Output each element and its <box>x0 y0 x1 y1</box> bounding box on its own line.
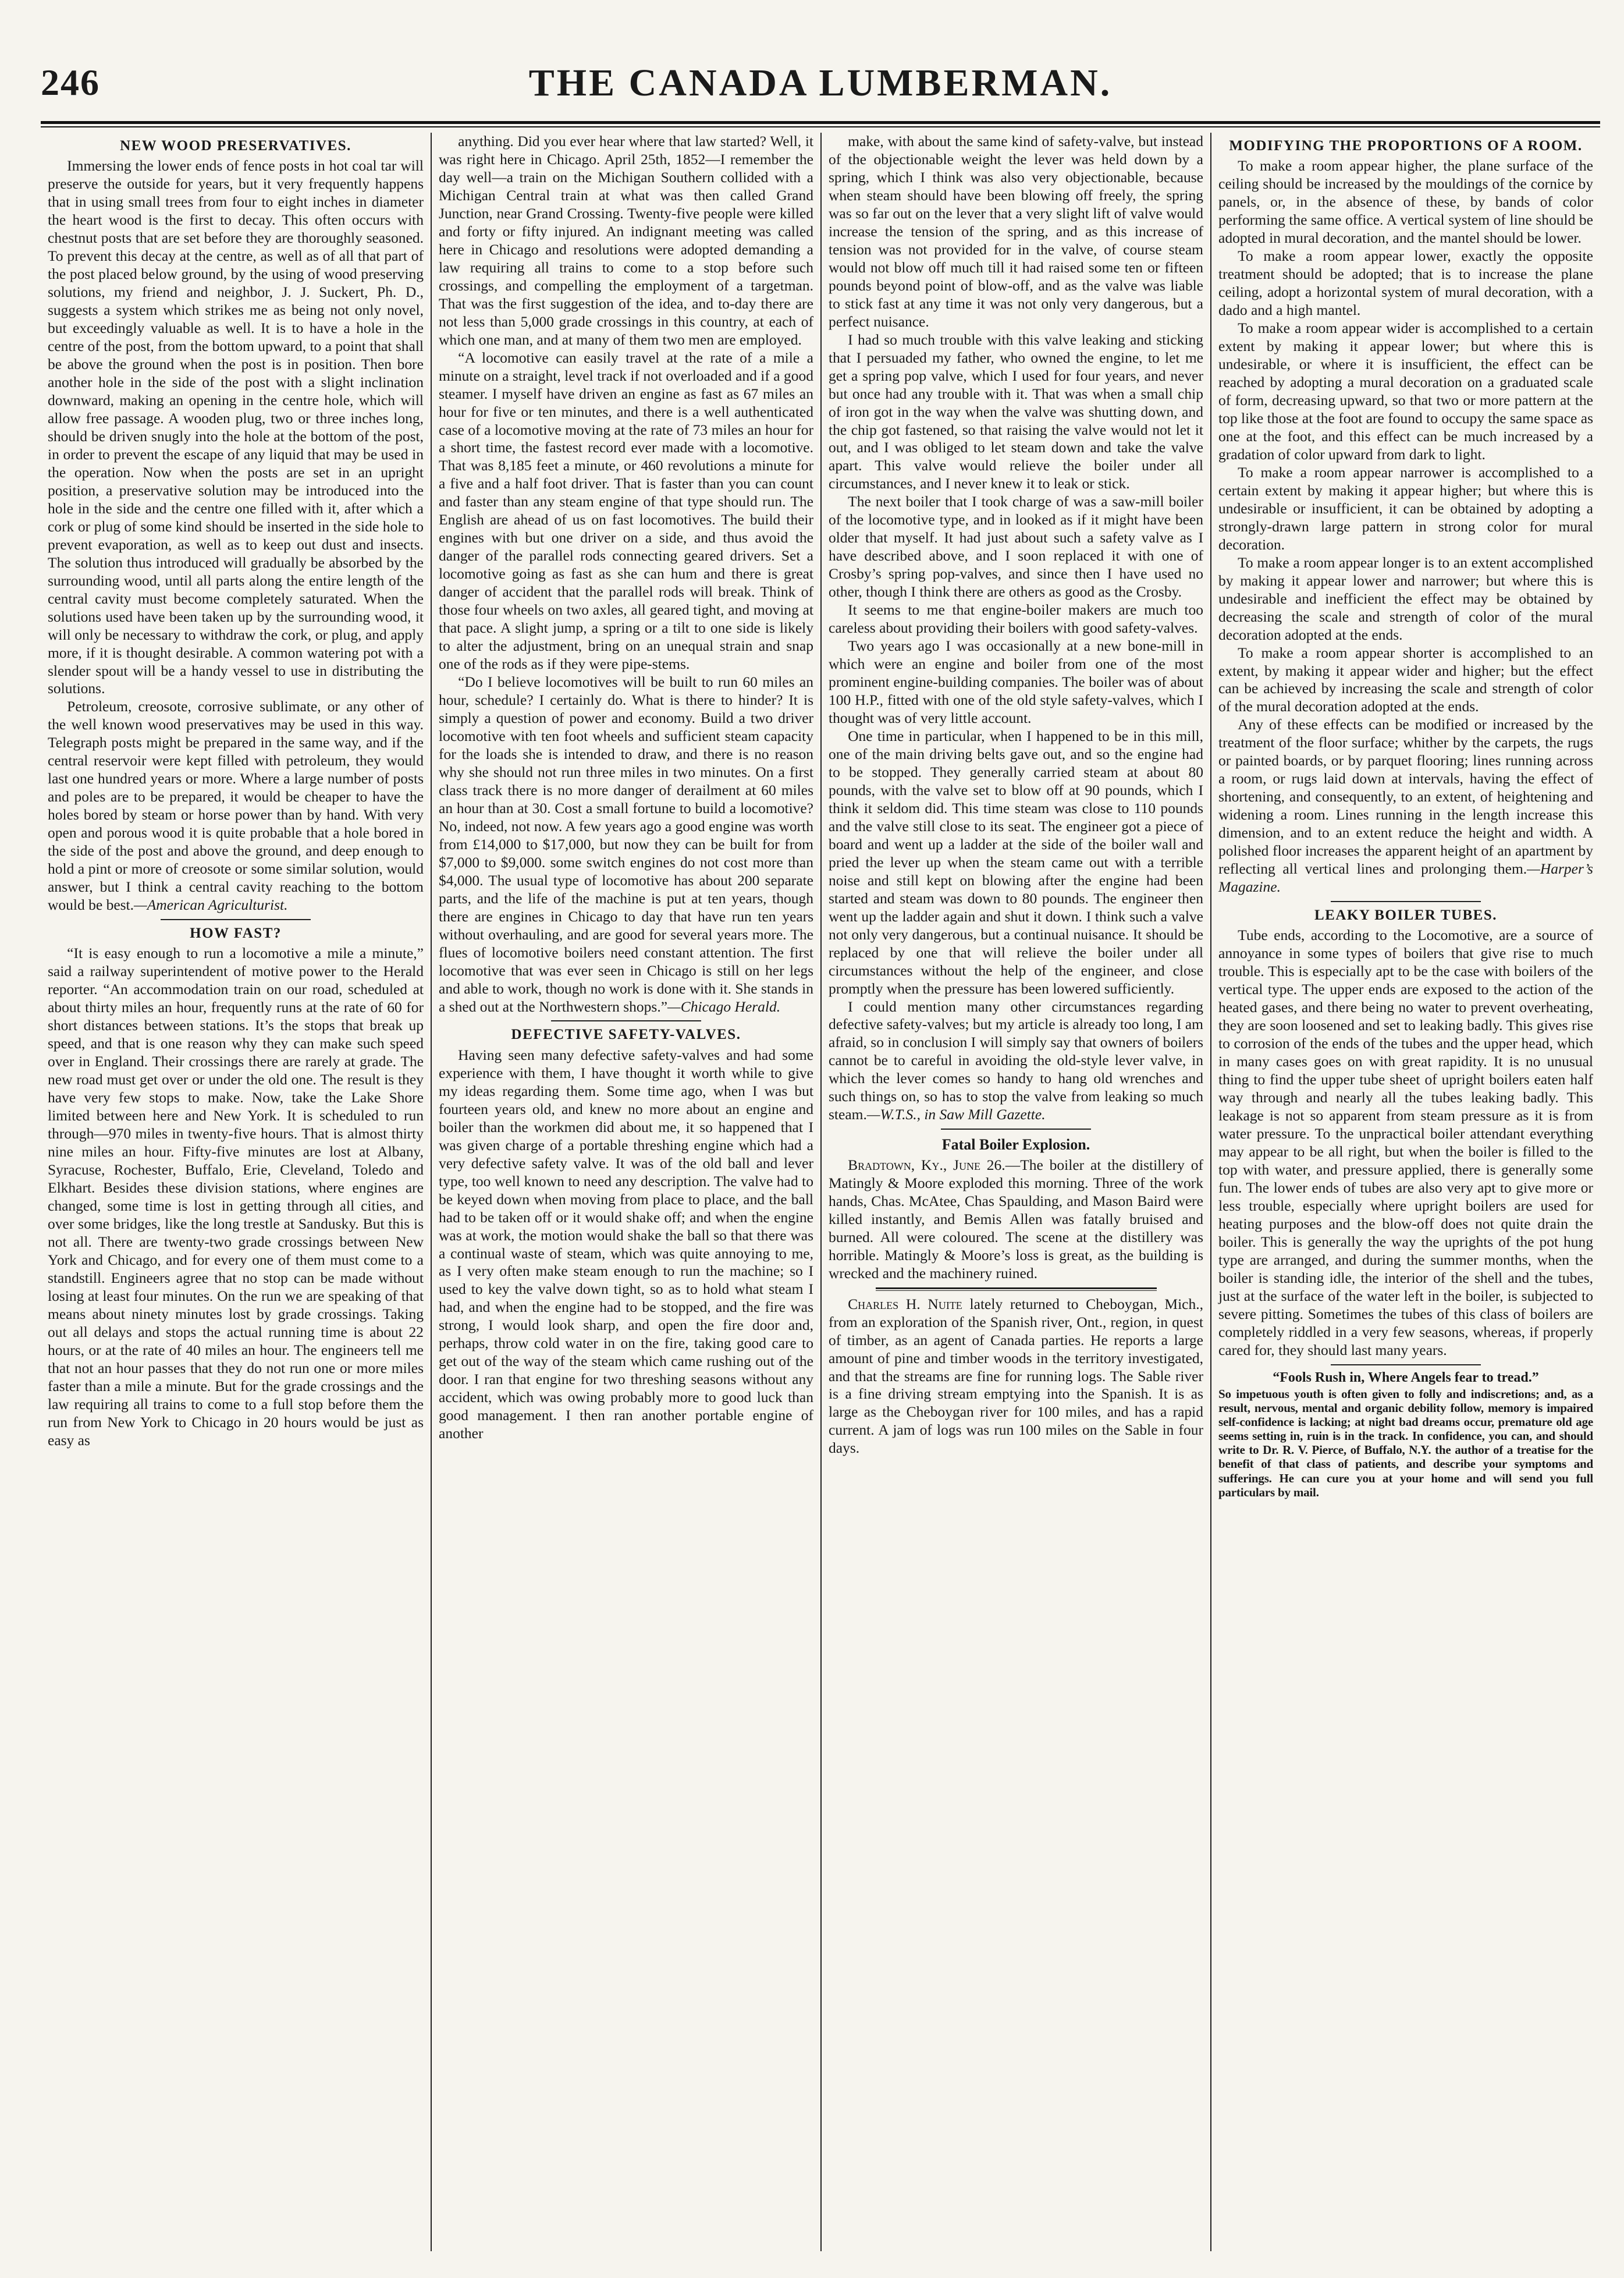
paragraph-text: lately returned to Cheboygan, Mich., from an exploration of the Spanish river, Ont., region, in quest of timber, as an agent of Canada parties. He reports a large amount of pine and timber woods in the territory investigated, and that the streams are fine for running logs. The Sable river is a fine driving stream emptying into the Spanish. It is as large as the Cheboygan river for 100 miles, and has a rapid current. A jam of logs was run 100 miles on the Sable in four days. <box>829 1295 1203 1457</box>
paragraph: “It is easy enough to run a locomotive a mile a minute,” said a railway superintendent of motive power to the Herald reporter. “An accommodation train on our road, scheduled at about thirty miles an hour, frequently runs at the rate of 60 for short distances between stations. It’s the stops that break up speed, and that is one reason why they can make such speed over in England. Their crossings there are rarely at grade. The new road must get over or under the old one. The result is they have very few stops to make. Now, take the Lake Shore limited between here and New York. It is scheduled to run through—970 miles in twenty-five hours. That is almost thirty nine miles an hour. Fifty-five minutes are lost at Albany, Syracuse, Rochester, Buffalo, Erie, Cleveland, Toledo and Elkhart. Besides these division stations, where engines are changed, some time is lost in getting through all cities, and over some bridges, like the long trestle at Sandusky. But this is not all. There are twenty-two grade crossings between New York and Chicago, and for every one of them must come to a standstill. Engineers agree that no stop can be made without losing at least four minutes. On the run we are speaking of that means about ninety minutes lost by grade crossings. Taking out all delays and stops the actual running time is about 22 hours, or at the rate of 40 miles an hour. The engineers tell me that not an hour passes that they do not run one or more miles faster than a mile a minute. But for the grade crossings and the law requiring all trains to come to a full stop before them the run from New York to Chicago in 20 hours would be just as easy as <box>48 945 424 1449</box>
dateline: Bradtown, Ky., June 26. <box>848 1156 1005 1173</box>
column-4 <box>1210 133 1600 2251</box>
paragraph: The next boiler that I took charge of was a saw-mill boiler of the locomotive type, and in looked as if it might have been older that myself. It had just about such a safety valve as I have described above, and I soon replaced it with one of Crosby’s spring pop-valves, and since then I have used no other, though I think there are others as good as the Crosby. <box>829 493 1203 601</box>
article-heading-boiler-explosion: Fatal Boiler Explosion. <box>941 1136 1090 1154</box>
paragraph: Tube ends, according to the Locomotive, are a source of annoyance in some types of boilers that give rise to much trouble. This is especially apt to be the case with boilers of the vertical type. The upper ends are exposed to the action of the heated gases, and there being no water to prevent overheating, they are soon loosened and set to leaking badly. This gives rise to corrosion of the ends of the tubes and the upper head, which in many cases goes on with great rapidity. It is no unusual thing to find the upper tube sheet of upright boilers eaten half way through and nearly all the tubes leaking badly. This leakage is not so apparent from steam pressure as it is from water pressure. To the unpractical boiler attendant everything may appear to be all right, but when the boiler is filled to the top with water, and pressure applied, there is generally some fun. The lower ends of tubes are also very apt to give more or less trouble, especially where upright boilers are used for heating purposes and the blow-off does not quite drain the boiler. This is generally the way the uprights of the pot hung type are arranged, and during the summer months, when the boiler is standing idle, the interior of the shell and the tubes, just at the surface of the water left in the boiler, is subjected to severe pitting. Sometimes the tubes of this class of boilers are completely riddled in a very few seasons, whereas, if properly cared for, they should last many years. <box>1218 927 1593 1358</box>
divider <box>161 919 311 920</box>
paragraph: To make a room appear wider is accomplished to a certain extent by making it appear lower; but where this is undesirable, or where it is insufficient, the effect can be reached by adopting a mural decoration on a graduated scale of form, decreasing upward, so that two or more pattern at the top like those at the foot are found to occupy the same space as one at the foot, and this effect can be much increased by a gradation of color upward from dark to light. <box>1218 320 1593 463</box>
divider <box>551 1020 701 1021</box>
article-heading-room-proportions: MODIFYING THE PROPORTIONS OF A ROOM. <box>1229 138 1583 154</box>
article-heading-how-fast: HOW FAST? <box>190 925 282 942</box>
source-credit: —Harper’s Magazine. <box>1218 860 1593 896</box>
masthead-rule <box>41 121 1600 127</box>
advertisement-title: “Fools Rush in, Where Angels fear to tread.” <box>1273 1369 1539 1385</box>
paragraph-text: —The boiler at the distillery of Matingly & Moore exploded this morning. Three of the work hands, Chas. McAtee, Chas Spaulding, and Mason Baird were killed instantly, and Bemis Allen was fatally bruised and burned. All were coloured. The scene at the distillery was horrible. Matingly & Moore’s loss is great, as the building is wrecked and the machinery ruined. <box>829 1156 1203 1282</box>
article-heading-wood-preservatives: NEW WOOD PRESERVATIVES. <box>120 138 351 154</box>
double-divider <box>876 1287 1157 1291</box>
article-columns <box>41 133 1600 2251</box>
article-heading-leaky-tubes: LEAKY BOILER TUBES. <box>1314 907 1497 924</box>
column-3 <box>820 133 1210 2251</box>
paragraph <box>829 998 1203 1124</box>
column-2 <box>431 133 820 2251</box>
paragraph <box>829 1296 1203 1458</box>
masthead <box>41 61 1600 116</box>
paragraph-text: Any of these effects can be modified or increased by the treatment of the floor surface; whither by the carpets, the rugs or painted boards, or by parquet flooring; lines running across a room, or rugs laid down at intervals, having the effect of shortening, and consequently, to an extent, of heightening and widening a room. Lines running in the length increase this dimension, and to an extent reduce the height and width. A polished floor increases the apparent height of an apartment by reflecting all vertical lines and prolonging them. <box>1218 716 1593 878</box>
paragraph: To make a room appear lower, exactly the opposite treatment should be adopted; that is to increase the plane ceiling, adopt a horizontal system of mural decoration, with a dado and a high mantel. <box>1218 247 1593 319</box>
paragraph <box>829 1156 1203 1283</box>
paragraph <box>439 673 813 1016</box>
person-name: Charles H. Nuite <box>848 1295 962 1312</box>
source-credit: —W.T.S., in Saw Mill Gazette. <box>866 1106 1046 1123</box>
paragraph: To make a room appear longer is to an extent accomplished by making it appear lower and narrower; but where this is undesirable and inefficient the effect may be obtained by decreasing the scale and strength of color of the mural decoration adopted at the ends. <box>1218 553 1593 643</box>
paragraph: Two years ago I was occasionally at a new bone-mill in which were an engine and boiler from one of the most prominent engine-building companies. The boiler was of about 100 H.P., fitted with one of the old style safety-valves, which I thought was of very little account. <box>829 637 1203 726</box>
paragraph <box>48 698 424 914</box>
divider <box>941 1129 1091 1130</box>
divider <box>1331 1364 1481 1365</box>
paragraph: I had so much trouble with this valve leaking and sticking that I persuaded my father, who owned the engine, to let me get a spring pop valve, which I used for four years, and never but once had any trouble with it. That was when a small chip of iron got in the way when the valve was shutting down, and the chip got fastened, so that raising the valve would not let it out, and I was obliged to let steam down and take the valve apart. This valve would relieve the boiler under all circumstances, and I never knew it to leak or stick. <box>829 331 1203 492</box>
divider <box>1331 901 1481 902</box>
paragraph: “A locomotive can easily travel at the rate of a mile a minute on a straight, level track if not overloaded and if a good steamer. I myself have driven an engine as fast as 67 miles an hour for five or ten minutes, and there is a well authenticated case of a locomotive moving at the rate of 73 miles an hour for a short time, the fastest record ever made with a locomotive. That was 8,185 feet a minute, or 460 revolutions a minute for a five and a half foot driver. That is faster than you can count and faster than any steam engine of that type should run. The English are ahead of us on fast locomotives. The build their engines with but one driver on a side, and thus avoid the danger of the parallel rods connecting geared drivers. Set a locomotive going as fast as she can hum and there is great danger of accident that the parallel rods will break. Think of those four wheels on two axles, all geared tight, and moving at that pace. A slight jump, a spring or a tilt to one side is likely to alter the adjustment, bring on an unequal strain and snap one of the rods as if they were pipe-stems. <box>439 349 813 673</box>
paragraph: anything. Did you ever hear where that law started? Well, it was right here in Chicago. April 25th, 1852—I remember the day well—a train on the Michigan Southern collided with a Michigan Central train at what was then called Grand Junction, near Grand Crossing. Twenty-five people were killed and forty or fifty injured. An indignant meeting was called here in Chicago and resolutions were adopted demanding a law requiring all trains to come to a stop before such crossings, and compelling the employment of a targetman. That was the first suggestion of the idea, and to-day there are not less than 5,000 grade crossings in this country, at each of which one man, and at many of them two men are employed. <box>439 133 813 348</box>
paragraph: One time in particular, when I happened to be in this mill, one of the main driving belts gave out, and so the engine had to be stopped. They generally carried steam at about 80 pounds, with the valve set to blow off at 90 pounds, which I think it seldom did. This time steam was close to 110 pounds and the valve still close to its seat. The engineer got a piece of board and went up a ladder at the side of the boiler wall and pried the lever up when the steam came out with a terrible noise and still kept on blowing after the engine had been started and steam was down to 80 pounds. The engineer then went up the ladder again and shut it down. I think such a valve not only very dangerous, but a continual nuisance. It should be replaced by one that will relieve the boiler under all circumstances without the help of the engineer, and close promptly when the pressure has been lowered sufficiently. <box>829 727 1203 997</box>
article-heading-safety-valves: DEFECTIVE SAFETY-VALVES. <box>511 1027 741 1043</box>
paragraph-text: “Do I believe locomotives will be built to run 60 miles an hour, schedule? I certainly do. What is there to hinder? It is simply a question of power and economy. Build a two driver locomotive with ten foot wheels and sufficient steam capacity for the loads she is intended to draw, and there is no reason why she should not run three miles in two minutes. On a first class track there is no more danger of derailment at 60 miles an hour than at 30. Cost a small fortune to build a locomotive? No, indeed, not now. A few years ago a good engine was worth from £14,000 to $17,000, but now they can be built for from $7,000 to $9,000. some switch engines do not cost more than $4,000. The usual type of locomotive has about 200 separate parts, and the life of the machine is put at ten years, though there are engines in Chicago to day that have run ten years without overhauling, and are good for several years more. The flues of locomotive boilers need constant attention. The first locomotive that was ever seen in Chicago is still on her legs and able to work, though no work is done with it. She stands in a shed out at the Northwestern shops.” <box>439 673 813 1015</box>
paragraph: To make a room appear shorter is accomplished to an extent, by making it appear wider and higher; but the effect can be achieved by increasing the scale and strength of color of the mural decoration adopted at the ends. <box>1218 644 1593 715</box>
paper-title: THE CANADA LUMBERMAN. <box>528 62 1113 104</box>
paragraph: To make a room appear higher, the plane surface of the ceiling should be increased by the mouldings of the cornice by panels, or, in the absence of these, by bands of color performing the same office. A vertical system of line should be adopted in mural decoration, and the mantel should be lower. <box>1218 157 1593 247</box>
paragraph-text: Petroleum, creosote, corrosive sublimate, or any other of the well known wood preservatives may be used in this way. Telegraph posts might be prepared in the same way, and if the central reservoir were kept filled with petroleum, they would last one hundred years or more. Where a large number of posts and poles are to be prepared, it would be cheaper to have the holes bored by steam or horse power than by hand. With very open and porous wood it is quite probable that a hole bored in the side of the post and above the ground, and deep enough to hold a pint or more of creosote or some similar solution, would answer, but I think a central cavity reaching to the bottom would be best. <box>48 698 424 914</box>
source-credit: —American Agriculturist. <box>134 896 288 914</box>
source-credit: —Chicago Herald. <box>667 998 781 1015</box>
column-1 <box>41 133 431 2251</box>
paragraph: Immersing the lower ends of fence posts in hot coal tar will preserve the outside for years, but it very frequently happens that in using small trees from four to eight inches in diameter the heart wood is the first to decay. This often occurs with chestnut posts that are set before they are thoroughly seasoned. To prevent this decay at the centre, as well as of all that part of the post placed below ground, by the using of wood preserving solutions, my friend and neighbor, J. J. Suckert, Ph. D., suggests a system which strikes me as being not only novel, but exceedingly valuable as well. It is to have a hole in the centre of the post, from the bottom upward, to a point that shall be above the ground when the post is in position. Then bore another hole in the side of the post with a slight inclination downward, making an opening in the centre hole, which will allow free passage. A wooden plug, two or three inches long, should be driven snugly into the hole at the bottom of the post, in order to prevent the escape of any liquid that may be used in the operation. Now when the posts are set in an upright position, a preservative solution may be introduced into the hole in the side and the centre one filled with it, after which a cork or plug of some kind should be inserted in the side hole to prevent evaporation, as well as to keep out dust and insects. The solution thus introduced will gradually be absorbed by the surrounding wood, until all parts along the entire length of the central cavity must become completely saturated. When the solutions used have been taken up by the surrounding wood, it will only be necessary to withdraw the cork, or plug, and apply more, if it is thought desirable. A common watering pot with a slender spout will be a handy vessel to use in distributing the solutions. <box>48 157 424 697</box>
paragraph: To make a room appear narrower is accomplished to a certain extent by making it appear higher; but where this is undesirable or insufficient, it can be obtained by adopting a strongly-drawn large pattern in strong color for mural decoration. <box>1218 463 1593 553</box>
page-number: 246 <box>41 62 100 103</box>
paragraph: make, with about the same kind of safety-valve, but instead of the objectionable weight the lever was held down by a spring, which I think was also very objectionable, because when steam should have been blowing off freely, the spring was so far out on the lever that a very slight lift of valve would increase the tension of the spring, and as this increase of tension was not provided for in the valve, of course steam would not blow off much till it had raised some ten or fifteen pounds beyond point of blow-off, and as the valve was liable to stick fast at any time it was not only very dangerous, but a perfect nuisance. <box>829 133 1203 330</box>
paragraph: Having seen many defective safety-valves and had some experience with them, I have thought it worth while to give my ideas regarding them. Some time ago, when I was but fourteen years old, and knew no more about an engine and boiler than the workmen did about me, it so happened that I was given charge of a portable threshing engine which had a very defective safety valve. It was of the old ball and lever type, too well known to need any description. The valve had to be keyed down when moving from place to place, and the ball had to be taken off or it would shake off; and when the engine was at work, the motion would shake the ball so that there was a continual waste of steam, which was quite annoying to me, as I very often make steam enough to run the machine; so I used to key the valve down tight, so as to hold what steam I had, and when the engine had to be stopped, and the fire was strong, I would look sharp, and open the fire door and, perhaps, throw cold water in on the fire, taking good care to get out of the way of the steam which came rushing out of the door. I ran that engine for two threshing seasons without any accident, which was owing probably more to good luck than good management. I then ran another portable engine of another <box>439 1046 813 1442</box>
paragraph-text: I could mention many other circumstances regarding defective safety-valves; but my article is already too long, I am afraid, so in conclusion I will simply say that owners of boilers cannot be to careful in avoiding the old-style lever valve, in which the lever comes so handy to hang old wrenches and such things on, so has to stop the valve from leaking so much steam. <box>829 998 1203 1123</box>
paragraph: It seems to me that engine-boiler makers are much too careless about providing their boilers with good safety-valves. <box>829 601 1203 637</box>
advertisement-body: So impetuous youth is often given to folly and indiscretions; and, as a result, nervous, mental and organic debility follow, memory is impaired self-confidence is lacking; at night bad dreams occur, premature old age seems setting in, ruin is in the track. In confidence, you can, and should write to Dr. R. V. Pierce, of Buffalo, N.Y. the author of a treatise for the benefit of that class of patients, and describe your symptoms and sufferings. He can cure you at your home and will send you full particulars by mail. <box>1218 1386 1593 1499</box>
paragraph <box>1218 716 1593 896</box>
